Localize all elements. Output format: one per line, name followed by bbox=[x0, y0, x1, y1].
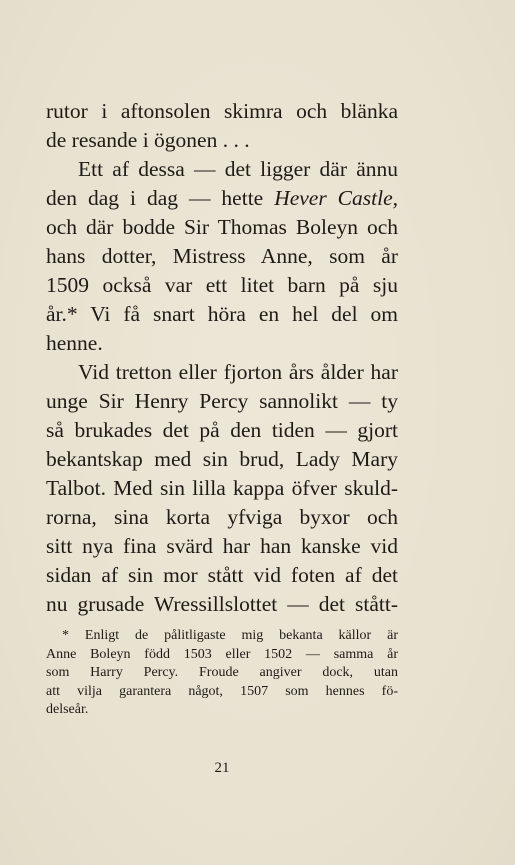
text-line: henne. bbox=[46, 331, 103, 355]
text-line: Talbot. Med sin lilla kappa öfver skuld- bbox=[46, 476, 398, 500]
text-run: den dag i dag — hette bbox=[46, 186, 275, 210]
castle-name: Hever Castle, bbox=[274, 186, 398, 210]
text-line: sitt nya fina svärd har han kanske vid bbox=[46, 534, 398, 558]
text-line: bekantskap med sin brud, Lady Mary bbox=[46, 447, 398, 471]
footnote-line: att vilja garantera något, 1507 som hennes fö- bbox=[46, 683, 398, 699]
page-number: 21 bbox=[214, 760, 230, 776]
footnote-line: delseår. bbox=[46, 702, 89, 717]
text-line: år.* Vi få snart höra en hel del om bbox=[46, 302, 398, 326]
text-line: Vid tretton eller fjorton års ålder har bbox=[78, 360, 398, 384]
body-text bbox=[46, 97, 398, 619]
footnote bbox=[46, 627, 398, 720]
text-line: sidan af sin mor stått vid foten af det bbox=[46, 563, 398, 587]
text-line: nu grusade Wressillslottet — det stått- bbox=[46, 592, 398, 616]
text-line: och där bodde Sir Thomas Boleyn och bbox=[46, 215, 398, 239]
text-line: Ett af dessa — det ligger där ännu bbox=[78, 157, 398, 181]
text-line: unge Sir Henry Percy sannolikt — ty bbox=[46, 389, 398, 413]
text-line: rutor i aftonsolen skimra och blänka bbox=[46, 99, 398, 123]
text-line: så brukades det på den tiden — gjort bbox=[46, 418, 398, 442]
text-line: de resande i ögonen . . . bbox=[46, 128, 250, 152]
footnote-line: Anne Boleyn född 1503 eller 1502 — samma år bbox=[46, 646, 398, 662]
text-line: hans dotter, Mistress Anne, som år bbox=[46, 244, 398, 268]
text-line bbox=[46, 184, 398, 213]
footnote-line: som Harry Percy. Froude angiver dock, utan bbox=[46, 665, 398, 680]
footnote-line: * Enligt de pålitligaste mig bekanta källor är bbox=[62, 628, 398, 643]
text-line: 1509 också var ett litet barn på sju bbox=[46, 273, 398, 297]
text-line: rorna, sina korta yfviga byxor och bbox=[46, 505, 398, 529]
